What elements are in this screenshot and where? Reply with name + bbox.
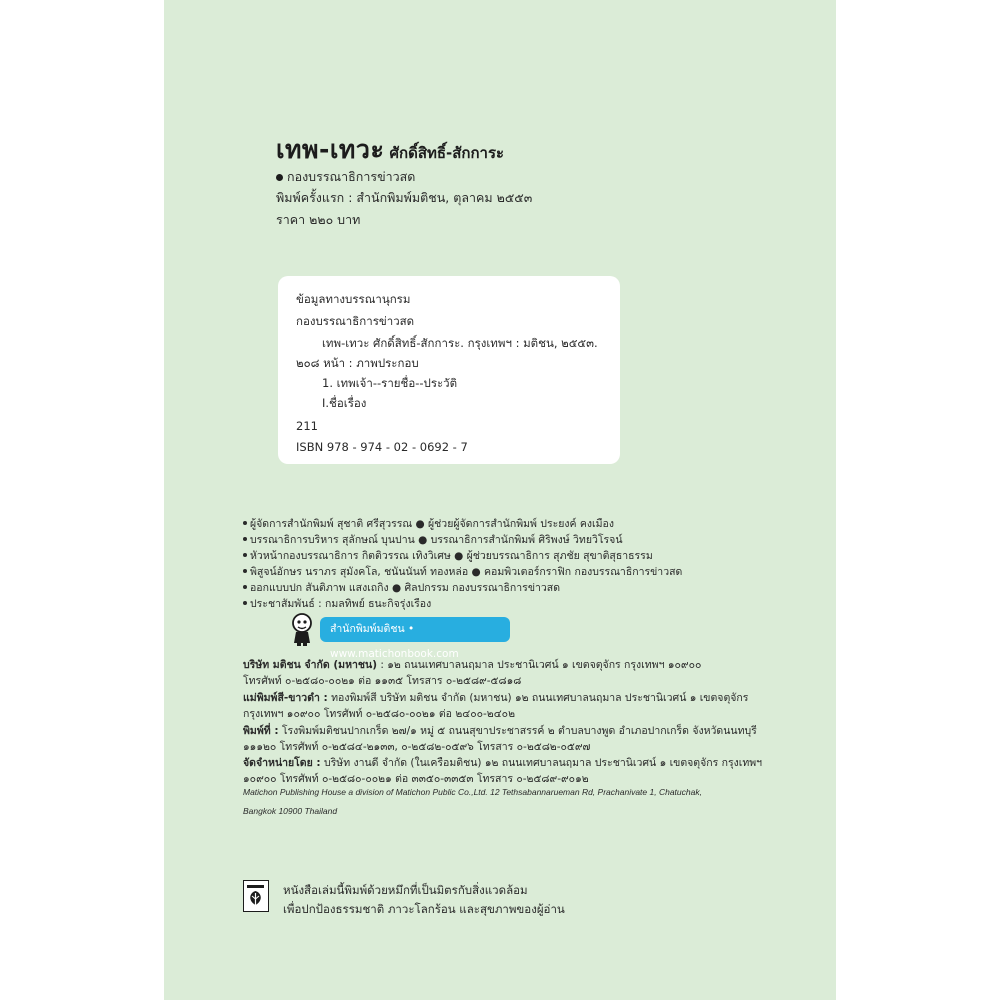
editor-line: [276, 167, 415, 187]
publisher-english-line1: Matichon Publishing House a division of Matichon Public Co.,Ltd. 12 Tethsabannarueman Rd, Prachanivate 1, Chatuchak,: [243, 787, 702, 797]
publisher-english-line2: Bangkok 10900 Thailand: [243, 806, 338, 816]
publisher-company: บริษัท มติชน จำกัด (มหาชน) : ๑๒ ถนนเทศบาลนฤมาล ประชานิเวศน์ ๑ เขตจตุจักร กรุงเทพฯ ๑๐๙๐๐: [243, 659, 702, 671]
bullet-icon: [243, 585, 247, 589]
title-main: เทพ-เทวะ: [276, 135, 385, 164]
credit-line: ผู้จัดการสำนักพิมพ์ สุชาติ ศรีสุวรรณ ● ผู้ช่วยผู้จัดการสำนักพิมพ์ ประยงค์ คงเมือง: [243, 515, 614, 532]
title-sub: ศักดิ์สิทธิ์-สักการะ: [389, 144, 505, 162]
publisher-printer-phone: ๑๑๑๒๐ โทรศัพท์ ๐-๒๕๘๔-๒๑๓๓, ๐-๒๕๘๒-๐๕๙๖ โทรสาร ๐-๒๕๘๒-๐๕๙๗: [243, 741, 591, 753]
credit-line: หัวหน้ากองบรรณาธิการ กิตติวรรณ เทิงวิเศษ ● ผู้ช่วยบรรณาธิการ สุภชัย สุขาติสุธาธรรม: [243, 547, 653, 564]
first-print: พิมพ์ครั้งแรก : สำนักพิมพ์มติชน, ตุลาคม ๒๕๕๓: [276, 190, 533, 205]
eco-note-line2: เพื่อปกป้องธรรมชาติ ภาวะโลกร้อน และสุขภาพของผู้อ่าน: [283, 902, 565, 916]
eco-note-line1: หนังสือเล่มนี้พิมพ์ด้วยหมึกที่เป็นมิตรกับสิ่งแวดล้อม: [283, 883, 528, 897]
eco-ink-icon: [243, 880, 269, 912]
credit-line: พิสูจน์อักษร นราภร สุมังคโล, ชนันนันท์ ทองหล่อ ● คอมพิวเตอร์กราฟิก กองบรรณาธิการข่าวสด: [243, 563, 682, 580]
catalog-line1: เทพ-เทวะ ศักดิ์สิทธิ์-สักการะ. กรุงเทพฯ : มติชน, ๒๕๕๓.: [322, 336, 598, 350]
leaf-icon: [244, 881, 267, 910]
catalog-heading: ข้อมูลทางบรรณานุกรม: [296, 292, 411, 306]
bullet-icon: [243, 521, 247, 525]
catalog-class-no: 211: [296, 419, 318, 433]
publisher-distributor: จัดจำหน่ายโดย : บริษัท งานดี จำกัด (ในเครือมติชน) ๑๒ ถนนเทศบาลนฤมาล ประชานิเวศน์ ๑ เขตจตุจักร กรุงเทพฯ: [243, 757, 763, 769]
website-badge[interactable]: สำนักพิมพ์มติชน • www.matichonbook.com: [320, 617, 510, 642]
publisher-color-plate: แม่พิมพ์สี-ขาวดำ : ทองพิมพ์สี บริษัท มติชน จำกัด (มหาชน) ๑๒ ถนนเทศบาลนฤมาล ประชานิเวศน์ ๑ เขตจตุจักร: [243, 692, 749, 704]
publisher-company-phone: โทรศัพท์ ๐-๒๕๘๐-๐๐๒๑ ต่อ ๑๑๓๕ โทรสาร ๐-๒๕๘๙-๕๘๑๘: [243, 675, 522, 687]
catalog-line2: ๒๐๘ หน้า : ภาพประกอบ: [296, 356, 419, 370]
credit-line: บรรณาธิการบริหาร สุลักษณ์ บุนปาน ● บรรณาธิการสำนักพิมพ์ ศิริพงษ์ วิทยวิโรจน์: [243, 531, 623, 548]
bullet-icon: [243, 537, 247, 541]
catalog-line3: 1. เทพเจ้า--รายชื่อ--ประวัติ: [322, 376, 458, 390]
catalog-line4: I.ชื่อเรื่อง: [322, 396, 367, 410]
publisher-printer: พิมพ์ที่ : โรงพิมพ์มติชนปากเกร็ด ๒๗/๑ หมู่ ๕ ถนนสุขาประชาสรรค์ ๒ ตำบลบางพูด อำเภอปากเกร็ด จังหวัดนนทบุรี: [243, 725, 757, 737]
catalog-isbn: ISBN 978 - 974 - 02 - 0692 - 7: [296, 440, 468, 454]
catalog-author: กองบรรณาธิการข่าวสด: [296, 314, 415, 328]
matichon-mascot-icon: [288, 612, 316, 646]
book-title: [276, 130, 504, 170]
credit-line: ประชาสัมพันธ์ : กมลทิพย์ ธนะกิจรุ่งเรือง: [243, 595, 431, 612]
bullet-icon: [243, 601, 247, 605]
bullet-icon: [243, 569, 247, 573]
price: ราคา ๒๒๐ บาท: [276, 212, 361, 227]
publisher-distributor-phone: ๑๐๙๐๐ โทรศัพท์ ๐-๒๕๘๐-๐๐๒๑ ต่อ ๓๓๕๐-๓๓๕๓ โทรสาร ๐-๒๕๘๙-๙๐๑๒: [243, 773, 589, 785]
editor-text: กองบรรณาธิการข่าวสด: [287, 169, 416, 184]
bullet-icon: [276, 174, 283, 181]
bullet-icon: [243, 553, 247, 557]
publisher-color-plate-phone: กรุงเทพฯ ๑๐๙๐๐ โทรศัพท์ ๐-๒๕๘๐-๐๐๒๑ ต่อ ๒๔๐๐-๒๔๐๒: [243, 708, 515, 720]
credit-line: ออกแบบปก สันติภาพ แสงเถกิง ● ศิลปกรรม กองบรรณาธิการข่าวสด: [243, 579, 560, 596]
